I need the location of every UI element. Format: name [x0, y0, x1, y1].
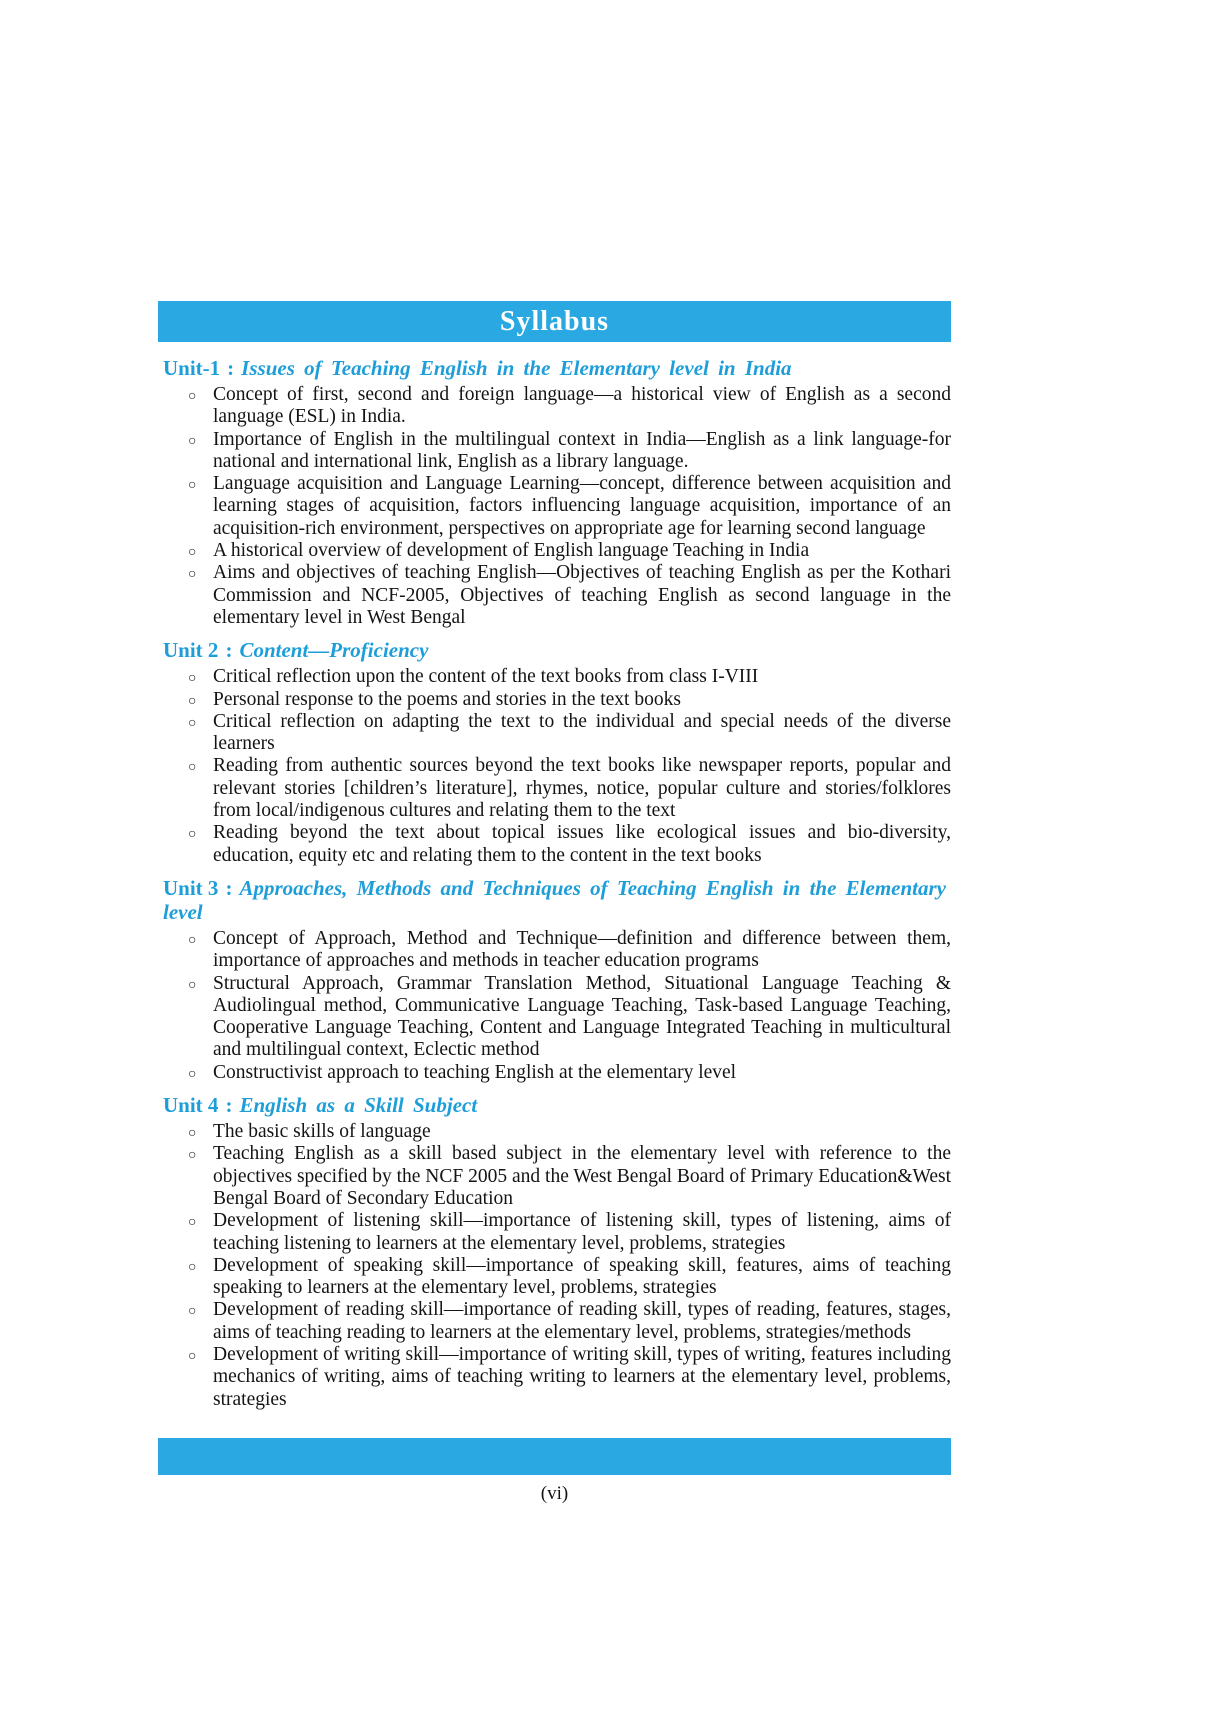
open-circle-bullet-icon: ○: [188, 1126, 197, 1142]
unit-1-heading: [163, 356, 951, 380]
list-item: [158, 1344, 951, 1411]
list-item: [158, 473, 951, 540]
list-item-text: Concept of Approach, Method and Technique—definition and difference between them, importance of approaches and methods in teacher education programs: [213, 927, 951, 972]
open-circle-bullet-icon: ○: [188, 1304, 197, 1320]
footer-bar: [158, 1438, 951, 1475]
open-circle-bullet-icon: ○: [188, 545, 197, 561]
unit-2-section: [158, 638, 951, 867]
unit-2-heading: [163, 638, 951, 662]
unit-3-heading: [163, 876, 951, 924]
unit-title: Content—Proficiency: [239, 638, 429, 663]
unit-4-heading: [163, 1093, 951, 1117]
open-circle-bullet-icon: ○: [188, 567, 197, 583]
list-item: [158, 973, 951, 1062]
open-circle-bullet-icon: ○: [188, 715, 197, 731]
open-circle-bullet-icon: ○: [188, 671, 197, 687]
open-circle-bullet-icon: ○: [188, 433, 197, 449]
syllabus-header-banner: [158, 301, 951, 342]
list-item-text: Development of speaking skill—importance of speaking skill, features, aims of teaching speaking to learners at the elementary level, problems, strategies: [213, 1254, 951, 1299]
list-item-text: Importance of English in the multilingual context in India—English as a link language-for national and international link, English as a library language.: [213, 428, 951, 472]
list-item-text: Aims and objectives of teaching English—Objectives of teaching English as per the Kothari Commission and NCF-2005, Objectives of teaching English as second language in the elementary level in West Bengal: [213, 562, 951, 628]
unit-title: Issues of Teaching English in the Elementary level in India: [241, 356, 792, 380]
open-circle-bullet-icon: ○: [188, 389, 197, 404]
unit-separator: :: [225, 1093, 233, 1118]
page-number: (vi): [540, 1482, 569, 1504]
open-circle-bullet-icon: ○: [188, 1348, 197, 1364]
list-item-text: A historical overview of development of English language Teaching in India: [213, 540, 810, 562]
unit-4-section: [158, 1093, 951, 1411]
list-item: [158, 384, 951, 429]
unit-label: Unit 3: [163, 875, 219, 900]
list-item-text: Development of listening skill—importance of listening skill, types of listening, aims of teaching listening to learners at the elementary level, problems, strategies: [213, 1210, 951, 1254]
list-item-text: Concept of first, second and foreign language—a historical view of English as a second language (ESL) in India.: [213, 384, 951, 428]
unit-separator: :: [225, 875, 233, 900]
open-circle-bullet-icon: ○: [188, 1215, 197, 1231]
list-item: [158, 755, 951, 822]
unit-1-section: [158, 356, 951, 629]
list-item: [158, 1062, 951, 1084]
list-item: [158, 666, 951, 688]
list-item: [158, 429, 951, 474]
unit-label: Unit-1: [163, 356, 221, 380]
page-content-column: [158, 301, 951, 1505]
list-item: [158, 711, 951, 756]
unit-separator: :: [225, 638, 233, 663]
unit-label: Unit 4: [163, 1093, 219, 1118]
list-item-text: Teaching English as a skill based subject in the elementary level with reference to the objectives specified by the NCF 2005 and the West Bengal Board of Primary Education&West Bengal Board of Secondary Education: [213, 1143, 951, 1209]
list-item-text: The basic skills of language: [213, 1121, 431, 1143]
unit-title: Approaches, Methods and Techniques of Teaching English in the Elementary level: [163, 875, 946, 924]
list-item: [158, 822, 951, 867]
list-item: [158, 562, 951, 629]
open-circle-bullet-icon: ○: [188, 932, 197, 948]
list-item-text: Development of writing skill—importance of writing skill, types of writing, features including mechanics of writing, aims of teaching writing to learners at the elementary level, problems, strategies: [213, 1343, 951, 1410]
page-title: Syllabus: [499, 305, 610, 337]
list-item: [158, 689, 951, 711]
open-circle-bullet-icon: ○: [188, 827, 197, 843]
list-item: [158, 928, 951, 973]
list-item-text: Reading beyond the text about topical issues like ecological issues and bio-diversity, education, equity etc and relating them to the content in the text books: [213, 822, 951, 866]
unit-title: English as a Skill Subject: [239, 1093, 478, 1118]
list-item: [158, 1143, 951, 1210]
list-item-text: Reading from authentic sources beyond the text books like newspaper reports, popular and relevant stories [children’s literature], rhymes, notice, popular culture and stories/folklores from local/indigenous cultures and relating them to the text: [213, 755, 951, 822]
list-item-text: Development of reading skill—importance of reading skill, types of reading, features, stages, aims of teaching reading to learners at the elementary level, problems, strategies/methods: [213, 1299, 951, 1343]
list-item: [158, 1299, 951, 1344]
open-circle-bullet-icon: ○: [188, 1148, 197, 1164]
list-item: [158, 1255, 951, 1300]
open-circle-bullet-icon: ○: [188, 977, 197, 993]
list-item-text: Language acquisition and Language Learning—concept, difference between acquisition and learning stages of acquisition, factors influencing language acquisition, importance of an acquisition-rich environment, perspectives on appropriate age for learning second language: [213, 473, 951, 539]
open-circle-bullet-icon: ○: [188, 693, 197, 709]
list-item: [158, 1121, 951, 1143]
list-item: [158, 1210, 951, 1255]
list-item-text: Critical reflection on adapting the text to the individual and special needs of the diverse learners: [213, 710, 951, 755]
list-item-text: Critical reflection upon the content of the text books from class I-VIII: [213, 666, 759, 688]
open-circle-bullet-icon: ○: [188, 1066, 197, 1082]
unit-separator: :: [227, 356, 235, 380]
open-circle-bullet-icon: ○: [188, 760, 197, 776]
list-item-text: Structural Approach, Grammar Translation Method, Situational Language Teaching & Audiolingual method, Communicative Language Teaching, Task-based Language Teaching, Cooperative Language Teaching, Content and Language Integrated Teaching in multicultural and multilingual context, Eclectic method: [213, 972, 951, 1061]
open-circle-bullet-icon: ○: [188, 478, 197, 494]
list-item: [158, 540, 951, 562]
open-circle-bullet-icon: ○: [188, 1259, 197, 1275]
unit-3-section: [158, 876, 951, 1084]
list-item-text: Personal response to the poems and stories in the text books: [213, 688, 681, 710]
list-item-text: Constructivist approach to teaching English at the elementary level: [213, 1061, 737, 1083]
unit-label: Unit 2: [163, 638, 219, 663]
